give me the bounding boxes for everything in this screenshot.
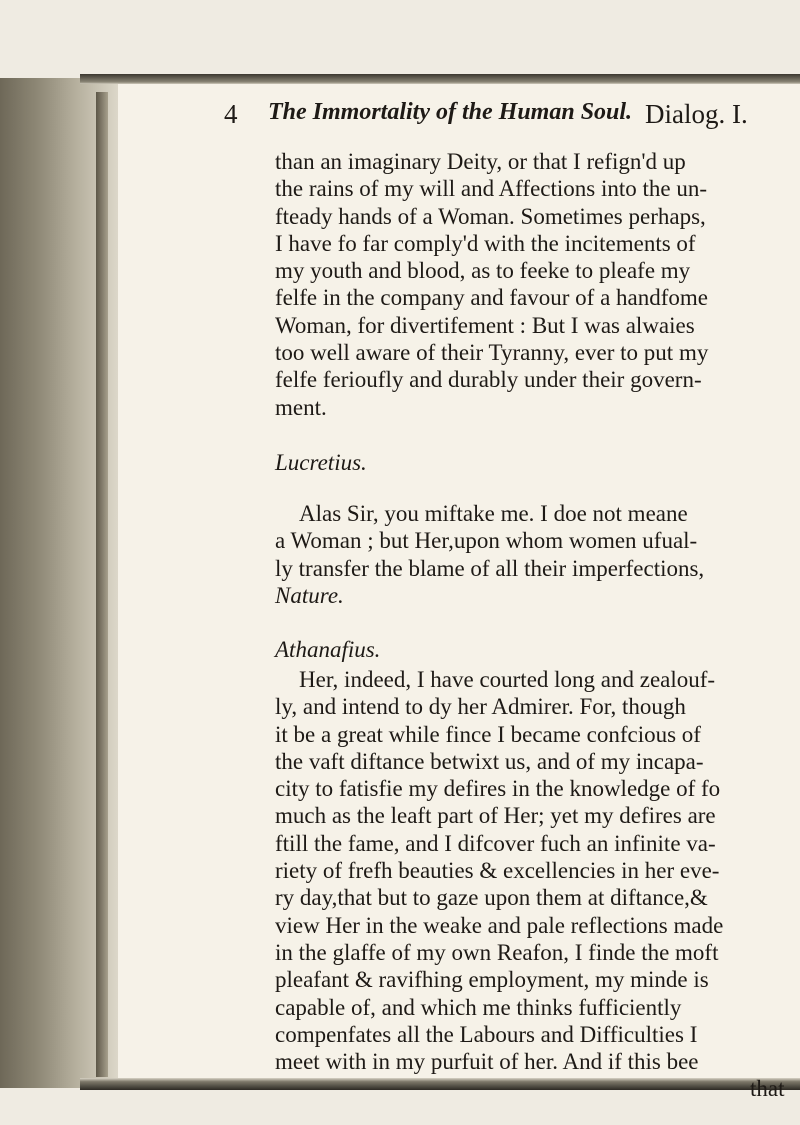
page-header — [118, 99, 800, 139]
text-line: Her, indeed, I have courted long and zealouf- — [299, 667, 716, 692]
text-line: in the glaffe of my own Reafon, I finde the moft — [275, 939, 719, 965]
page-top-edge — [80, 74, 800, 84]
text-line: ftill the fame, and I difcover fuch an infinite va- — [275, 830, 716, 856]
paragraph-2 — [275, 500, 795, 609]
paragraph-3 — [275, 666, 795, 1103]
text-line: the vaft diftance betwixt us, and of my incapa- — [275, 748, 704, 774]
text-line: ment. — [275, 394, 327, 420]
text-line: Nature. — [275, 582, 344, 608]
text-line: the rains of my will and Affections into the un- — [275, 176, 708, 202]
text-line: my youth and blood, as to feeke to pleafe my — [275, 258, 691, 284]
text-line: too well aware of their Tyranny, ever to put my — [275, 340, 709, 366]
text-line: city to fatisfie my defires in the knowledge of fo — [275, 776, 721, 802]
text-line: than an imaginary Deity, or that I refign'd up — [275, 149, 686, 174]
catchword: that — [750, 1076, 785, 1102]
text-line: it be a great while fince I became confcious of — [275, 721, 701, 747]
text-line: compenfates all the Labours and Difficulties I — [275, 1021, 698, 1047]
text-line: riety of frefh beauties & excellencies in her eve- — [275, 858, 720, 884]
paragraph-1 — [275, 148, 795, 421]
text-line: a Woman ; but Her,upon whom women ufual- — [275, 528, 698, 554]
text-line: felfe in the company and favour of a handfome — [275, 285, 708, 311]
text-line: much as the leaft part of Her; yet my defires are — [275, 803, 716, 829]
text-line: fteady hands of a Woman. Sometimes perhaps, — [275, 203, 706, 229]
printed-leaf — [118, 84, 800, 1102]
speaker-athanasius: Athanafius. — [275, 637, 381, 662]
text-line: Woman, for divertifement : But I was alwaies — [275, 312, 695, 338]
page-number: 4 — [224, 99, 238, 129]
text-line: ly, and intend to dy her Admirer. For, though — [275, 694, 686, 720]
binding-gutter — [96, 92, 108, 1077]
text-line: Alas Sir, you miftake me. I doe not meane — [299, 501, 688, 526]
running-title: The Immortality of the Human Soul. — [268, 99, 633, 125]
text-line: felfe ferioufly and durably under their govern- — [275, 367, 702, 393]
speaker-lucretius: Lucretius. — [275, 450, 367, 475]
text-line: ly transfer the blame of all their imperfections, — [275, 555, 705, 581]
dialog-label: Dialog. I. — [645, 99, 748, 129]
text-line: pleafant & ravifhing employment, my minde is — [275, 967, 709, 993]
text-line: ry day,that but to gaze upon them at diftance,& — [275, 885, 708, 911]
text-line: meet with in my purfuit of her. And if this bee — [275, 1049, 699, 1075]
text-line: capable of, and which me thinks fufficiently — [275, 994, 682, 1020]
text-line: view Her in the weake and pale reflections made — [275, 912, 724, 938]
text-line: I have fo far comply'd with the incitements of — [275, 230, 696, 256]
